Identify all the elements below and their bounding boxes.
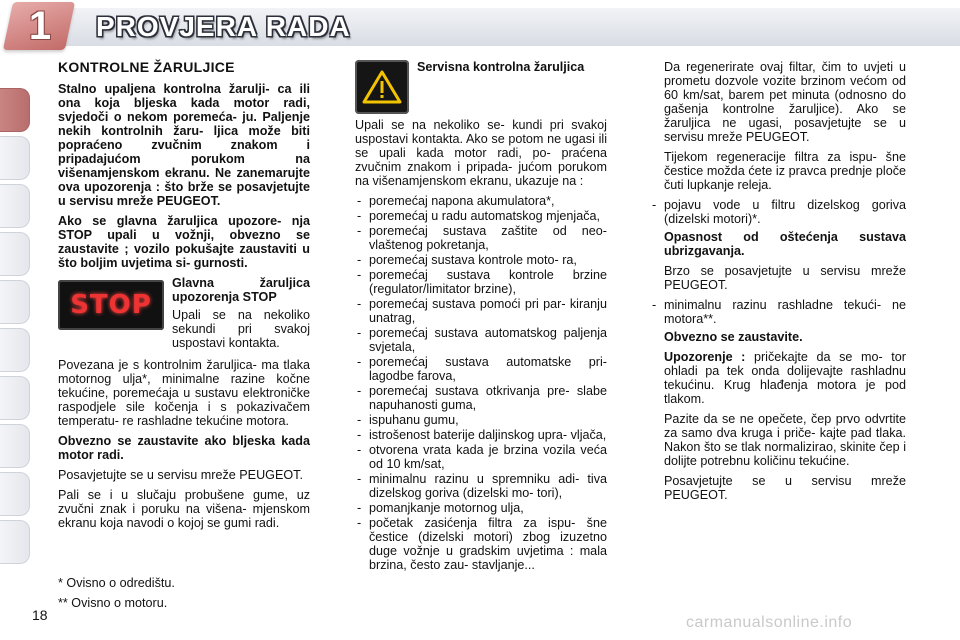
list-item: - poremećaj napona akumulatora*, <box>355 194 607 208</box>
list-item: - poremećaj sustava kontrole brzine (regulator/limitator brzine), <box>355 268 607 296</box>
chapter-tab-10[interactable] <box>0 520 30 564</box>
list-item: - pomanjkanje motornog ulja, <box>355 501 607 515</box>
chapter-tab-5[interactable] <box>0 280 30 324</box>
service-lamp-title: Servisna kontrolna žaruljica <box>417 60 585 74</box>
burn-caution-text: Pazite da se ne opečete, čep prvo odvrtite za samo dva kruga i priče- kajte pad tlaka. Nakon što se tlak normalizirao, skinite čep i dolijte potrebnu količinu tekućine. <box>664 412 906 468</box>
list-item <box>650 198 906 226</box>
stop-lamp-icon <box>58 280 164 330</box>
column-right <box>650 60 906 508</box>
column-middle <box>355 60 607 576</box>
footnote: ** Ovisno o motoru. <box>58 596 168 610</box>
chapter-tab-8[interactable] <box>0 424 30 468</box>
chapter-tab-7[interactable] <box>0 376 30 420</box>
chapter-number: 1 <box>28 4 52 48</box>
stop-lamp-label: STOP <box>70 290 152 320</box>
list-item: - poremećaj sustava otkrivanja pre- slabe napuhanosti guma, <box>355 384 607 412</box>
stop-lamp-linked-text: Povezana je s kontrolnim žaruljica- ma tlaka motornog ulja*, minimalne razine kočne tekućine, poremećaja u sustavu elektroničke raspodjele sile kočenja i s pokazivačem temperatu- re rashladne tekućine motora. <box>58 358 310 428</box>
chapter-tab-strip <box>0 54 34 594</box>
service-lamp-description: Upali se na nekoliko se- kundi pri svakoj uspostavi kontakta. Ako se potom ne ugasi ili se upali kada motor radi, po- praćena zvučnim znakom i pripada- jućom porukom na višenamjenskom ekranu, ukazuje na : <box>355 118 607 188</box>
service-lamp-figure <box>355 60 607 114</box>
tyre-puncture-text: Pali se i u slučaju probušene gume, uz zvučni znak i poruku na višena- mjenskom ekranu koja navodi o kojoj se gumi radi. <box>58 488 310 530</box>
advise-service-text: Brzo se posavjetujte u servisu mreže PEUGEOT. <box>664 264 906 292</box>
filter-regeneration-text: Da regenerirate ovaj filtar, čim to uvjeti u prometu dozvole vozite brzinom većom od 60 km/sat, barem pet minuta (odnosno do gašenja kontrolne žaruljice). Ako se žaruljica ne ugasi, posavjetujte se u servisu mreže PEUGEOT. <box>664 60 906 144</box>
advise-service-text: Posavjetujte se u servisu mreže PEUGEOT. <box>58 468 303 482</box>
list-item: - početak zasićenja filtra za ispu- šne čestice (dizelski motori) zbog izuzetno duge vožnje u gradskim uvjetima : mala brzina, često zau- stavljanje... <box>355 516 607 572</box>
column-left <box>58 60 310 536</box>
footnotes <box>58 573 175 613</box>
stop-lamp-title: Glavna žaruljica upozorenja STOP <box>172 276 310 304</box>
chapter-tab-1[interactable] <box>0 88 30 132</box>
list-item <box>650 298 906 326</box>
stop-warning-text: Ako se glavna žaruljica upozore- nja STOP upali u vožnji, obvezno se zaustavite ; vozilo pokušajte zaustaviti u što boljim uvjetima si- gurnosti. <box>58 214 310 270</box>
advise-service-text: Posavjetujte se u servisu mreže PEUGEOT. <box>664 474 906 502</box>
watermark: carmanualsonline.info <box>686 614 853 631</box>
page-number: 18 <box>32 607 48 623</box>
footnote: * Ovisno o odredištu. <box>58 576 175 590</box>
list-item: - ispuhanu gumu, <box>355 413 607 427</box>
fault-list-continued <box>650 198 906 226</box>
stop-lamp-description: Upali se na nekoliko sekundi pri svakoj uspostavi kontakta. <box>172 308 310 350</box>
warning-label: Upozorenje : <box>664 350 746 364</box>
fault-list <box>355 194 607 572</box>
list-item: - poremećaj u radu automatskog mjenjača, <box>355 209 607 223</box>
chapter-tab-9[interactable] <box>0 472 30 516</box>
list-item: - poremećaj sustava pomoći pri par- kiranju unatrag, <box>355 297 607 325</box>
list-item-text: pojavu vode u filtru dizelskog goriva (dizelski motori)*. <box>664 198 906 226</box>
coolant-warning <box>650 350 906 406</box>
chapter-tab-6[interactable] <box>0 328 30 372</box>
list-item: - otvorena vrata kada je brzina vozila veća od 10 km/sat, <box>355 443 607 471</box>
regeneration-noise-text: Tijekom regeneracije filtra za ispu- šne čestice možda ćete iz pravca prednje ploče čuti lupkanje releja. <box>664 150 906 192</box>
page-header <box>0 0 960 52</box>
page-title: PROVJERA RADA <box>96 11 351 42</box>
must-stop-text: Obvezno se zaustavite. <box>664 330 803 344</box>
warning-triangle-icon <box>355 60 409 114</box>
list-item: - istrošenost baterije daljinskog upra- vljača, <box>355 428 607 442</box>
stop-lamp-figure <box>58 276 310 354</box>
injection-damage-warning: Opasnost od oštećenja sustava ubrizgavanja. <box>664 230 906 258</box>
list-item: - minimalnu razinu u spremniku adi- tiva dizelskog goriva (dizelski mo- tori), <box>355 472 607 500</box>
list-item: - poremećaj sustava automatskog paljenja svjetala, <box>355 326 607 354</box>
list-item-text: minimalnu razinu rashladne tekući- ne motora**. <box>664 298 906 326</box>
fault-list-continued-2 <box>650 298 906 326</box>
warning-text: pričekajte da se mo- tor ohladi pa tek onda dolijevajte rashladnu tekućinu. Krug hlađenja motora je pod tlakom. <box>664 350 907 406</box>
intro-warning-text: Stalno upaljena kontrolna žarulji- ca ili ona koja bljeska kada motor radi, svjedoči o nekom poremeća- ju. Paljenje nekih kontrolnih žaru- ljica može biti popraćeno zvučnim znakom i pripadajućom porukom na višenamjenskom ekranu. Ne zanemarujte ova upozorenja : što brže se posavjetujte u servisu mreže PEUGEOT. <box>58 82 310 208</box>
chapter-tab-2[interactable] <box>0 136 30 180</box>
chapter-tab-4[interactable] <box>0 232 30 276</box>
chapter-tab-3[interactable] <box>0 184 30 228</box>
list-item: - poremećaj sustava zaštite od neo- vlaštenog pokretanja, <box>355 224 607 252</box>
list-item: - poremećaj sustava kontrole moto- ra, <box>355 253 607 267</box>
must-stop-text: Obvezno se zaustavite ako bljeska kada motor radi. <box>58 434 310 462</box>
section-title: KONTROLNE ŽARULJICE <box>58 59 235 75</box>
list-item: - poremećaj sustava automatske pri- lagodbe farova, <box>355 355 607 383</box>
